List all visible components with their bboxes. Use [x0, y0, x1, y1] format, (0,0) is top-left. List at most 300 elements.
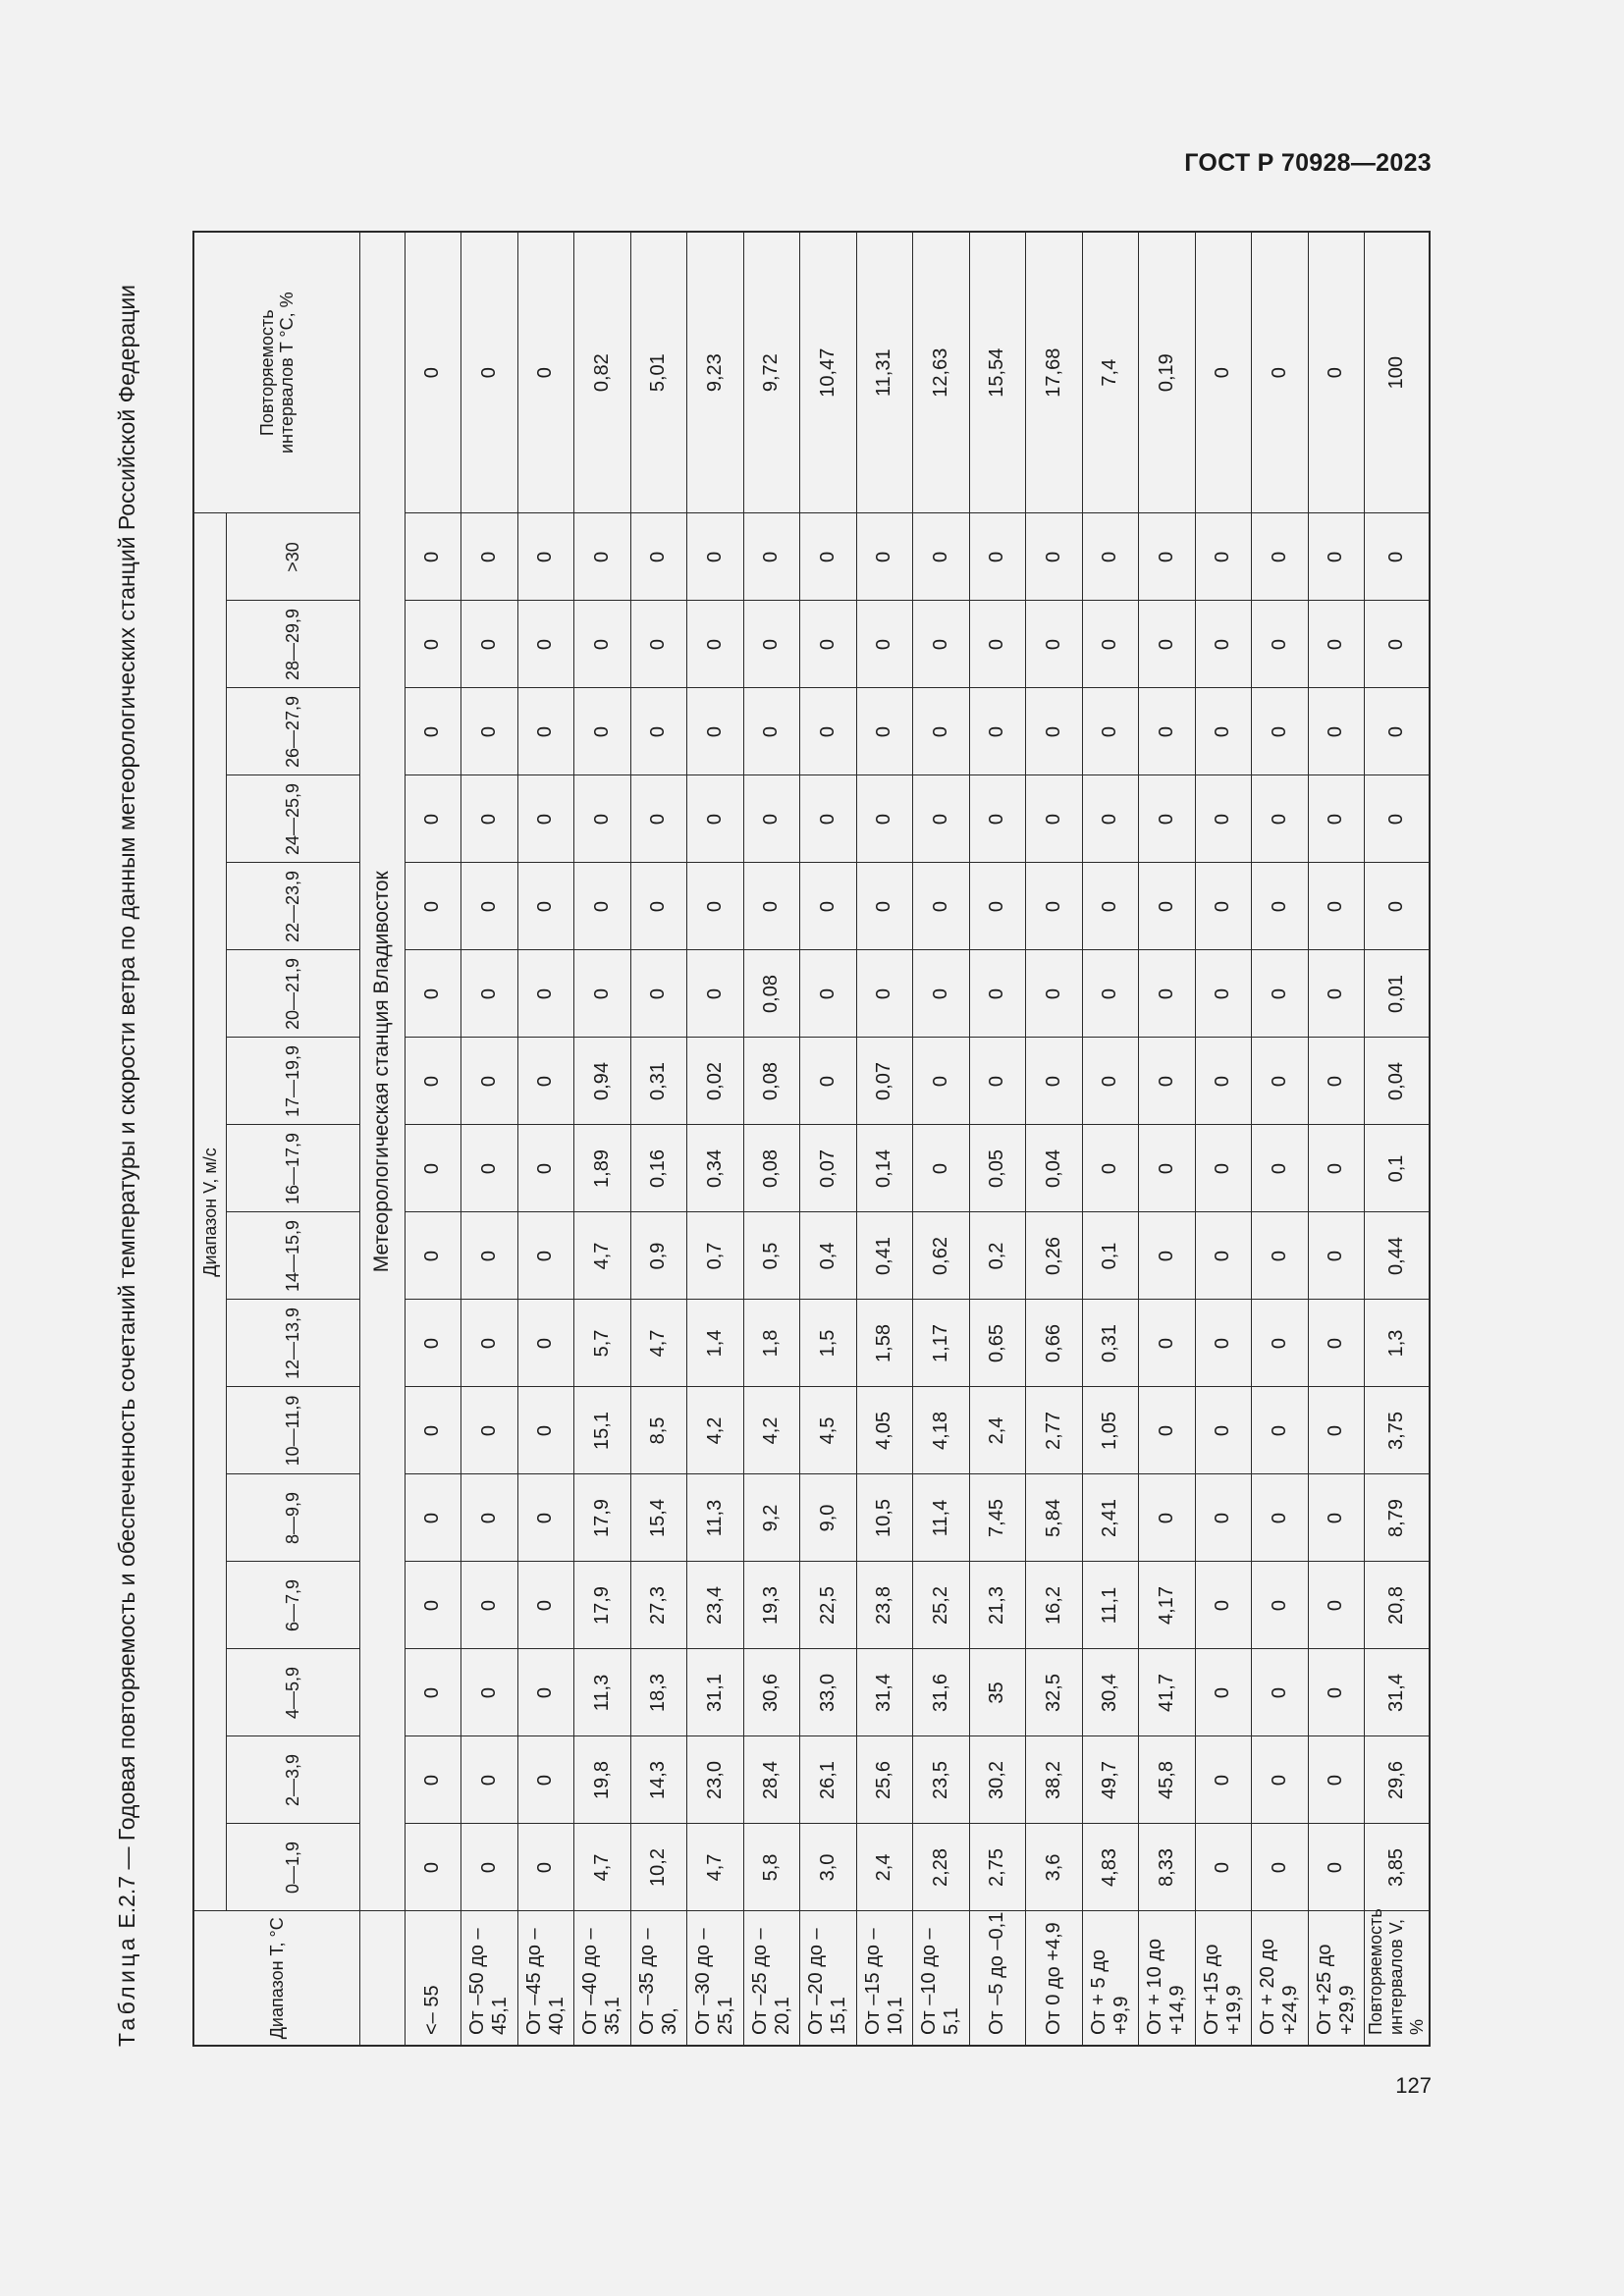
value-cell: 0 — [1252, 688, 1309, 775]
value-cell: 3,85 — [1365, 1824, 1430, 1911]
total-row — [1365, 232, 1430, 2046]
value-cell: 0,7 — [687, 1212, 744, 1300]
value-cell: 0,04 — [1365, 1038, 1430, 1125]
value-cell: 19,3 — [743, 1562, 800, 1649]
value-cell: 0 — [1252, 1300, 1309, 1387]
repeatability-cell: 0 — [405, 232, 461, 513]
value-cell: 0 — [687, 601, 744, 688]
value-cell: 0 — [405, 775, 461, 863]
value-cell: 10,2 — [630, 1824, 687, 1911]
value-cell: 0 — [461, 1824, 518, 1911]
value-cell: 11,3 — [687, 1474, 744, 1562]
repeatability-cell: 7,4 — [1082, 232, 1139, 513]
station-left-cell — [359, 1911, 405, 2046]
table-row — [856, 232, 913, 2046]
value-cell: 0,2 — [969, 1212, 1026, 1300]
value-cell: 30,4 — [1082, 1649, 1139, 1736]
value-cell: 0,26 — [1026, 1212, 1083, 1300]
table-row — [687, 232, 744, 2046]
row-label: От –5 до –0,1 — [969, 1911, 1026, 2046]
v-range-header: 12—13,9 — [226, 1300, 359, 1387]
value-cell: 25,6 — [856, 1736, 913, 1824]
value-cell: 4,2 — [743, 1387, 800, 1474]
repeatability-cell: 11,31 — [856, 232, 913, 513]
value-cell: 0 — [687, 775, 744, 863]
table-row — [574, 232, 631, 2046]
value-cell: 0 — [1308, 1212, 1365, 1300]
value-cell: 0 — [1365, 688, 1430, 775]
table-row — [969, 232, 1026, 2046]
value-cell: 0 — [1252, 1474, 1309, 1562]
value-cell: 0 — [461, 1736, 518, 1824]
value-cell: 0 — [1252, 513, 1309, 601]
v-range-header: 26—27,9 — [226, 688, 359, 775]
value-cell: 23,4 — [687, 1562, 744, 1649]
value-cell: 4,2 — [687, 1387, 744, 1474]
value-cell: 8,5 — [630, 1387, 687, 1474]
table-row — [800, 232, 857, 2046]
value-cell: 0 — [630, 950, 687, 1038]
value-cell: 0 — [1308, 1038, 1365, 1125]
value-cell: 0 — [405, 1649, 461, 1736]
value-cell: 2,77 — [1026, 1387, 1083, 1474]
value-cell: 0 — [1082, 1038, 1139, 1125]
value-cell: 0 — [517, 950, 574, 1038]
value-cell: 11,3 — [574, 1649, 631, 1736]
page-number: 127 — [1395, 2073, 1432, 2098]
value-cell: 11,4 — [913, 1474, 970, 1562]
value-cell: 0 — [517, 1212, 574, 1300]
value-cell: 0 — [405, 513, 461, 601]
value-cell: 0,31 — [1082, 1300, 1139, 1387]
value-cell: 0 — [1308, 1387, 1365, 1474]
value-cell: 0 — [1026, 950, 1083, 1038]
table-row — [405, 232, 461, 2046]
value-cell: 0 — [1139, 1474, 1196, 1562]
value-cell: 0 — [687, 688, 744, 775]
table-row — [461, 232, 518, 2046]
value-cell: 0 — [1308, 1562, 1365, 1649]
v-range-header: 16—17,9 — [226, 1125, 359, 1212]
value-cell: 0 — [1308, 1824, 1365, 1911]
value-cell: 0,05 — [969, 1125, 1026, 1212]
value-cell: 0,08 — [743, 1125, 800, 1212]
repeatability-cell: 0 — [1252, 232, 1309, 513]
value-cell: 38,2 — [1026, 1736, 1083, 1824]
value-cell: 0 — [461, 950, 518, 1038]
col-header-v-group: Диапазон V, м/с — [193, 513, 226, 1911]
caption-text: Е.2.7 — Годовая повторяемость и обеспеченность сочетаний температуры и скорости ветра по данным метеорологических станций Российской Федерации — [114, 284, 139, 1936]
value-cell: 5,7 — [574, 1300, 631, 1387]
value-cell: 0 — [1082, 775, 1139, 863]
value-cell: 0 — [1308, 688, 1365, 775]
table-row — [1139, 232, 1196, 2046]
value-cell: 3,75 — [1365, 1387, 1430, 1474]
value-cell: 0 — [1195, 1649, 1252, 1736]
value-cell: 0 — [1252, 1125, 1309, 1212]
value-cell: 0 — [913, 775, 970, 863]
value-cell: 11,1 — [1082, 1562, 1139, 1649]
caption-lead: Таблица — [114, 1935, 139, 2047]
value-cell: 0 — [517, 1038, 574, 1125]
repeatability-cell: 0 — [1195, 232, 1252, 513]
value-cell: 0 — [405, 1212, 461, 1300]
value-cell: 0 — [1308, 1649, 1365, 1736]
table-row — [1308, 232, 1365, 2046]
value-cell: 0 — [1082, 1125, 1139, 1212]
row-label: От –40 до –35,1 — [574, 1911, 631, 2046]
value-cell: 0 — [1252, 601, 1309, 688]
value-cell: 31,6 — [913, 1649, 970, 1736]
value-cell: 17,9 — [574, 1562, 631, 1649]
document-code: ГОСТ Р 70928—2023 — [1184, 149, 1432, 177]
v-range-header: 0—1,9 — [226, 1824, 359, 1911]
value-cell: 0 — [1139, 1300, 1196, 1387]
value-cell: 0,4 — [800, 1212, 857, 1300]
row-label: От –10 до –5,1 — [913, 1911, 970, 2046]
value-cell: 1,05 — [1082, 1387, 1139, 1474]
value-cell: 32,5 — [1026, 1649, 1083, 1736]
value-cell: 0 — [969, 513, 1026, 601]
v-range-header: 14—15,9 — [226, 1212, 359, 1300]
value-cell: 0 — [1252, 1649, 1309, 1736]
repeatability-cell: 17,68 — [1026, 232, 1083, 513]
value-cell: 15,4 — [630, 1474, 687, 1562]
value-cell: 0 — [405, 1038, 461, 1125]
value-cell: 0 — [1082, 601, 1139, 688]
value-cell: 0 — [517, 1562, 574, 1649]
value-cell: 0 — [461, 775, 518, 863]
value-cell: 0 — [1139, 513, 1196, 601]
value-cell: 0 — [1082, 950, 1139, 1038]
value-cell: 25,2 — [913, 1562, 970, 1649]
value-cell: 0 — [856, 688, 913, 775]
value-cell: 0 — [1026, 513, 1083, 601]
value-cell: 0 — [1139, 1212, 1196, 1300]
value-cell: 28,4 — [743, 1736, 800, 1824]
value-cell: 0 — [969, 775, 1026, 863]
value-cell: 0 — [1308, 1300, 1365, 1387]
value-cell: 1,89 — [574, 1125, 631, 1212]
value-cell: 0 — [461, 688, 518, 775]
value-cell: 0 — [1139, 863, 1196, 950]
repeatability-cell: 0 — [461, 232, 518, 513]
value-cell: 27,3 — [630, 1562, 687, 1649]
value-cell: 17,9 — [574, 1474, 631, 1562]
value-cell: 4,83 — [1082, 1824, 1139, 1911]
v-range-header: 10—11,9 — [226, 1387, 359, 1474]
value-cell: 0 — [405, 601, 461, 688]
value-cell: 0 — [687, 950, 744, 1038]
table-body — [359, 232, 1430, 2046]
value-cell: 18,3 — [630, 1649, 687, 1736]
value-cell: 0 — [1026, 863, 1083, 950]
value-cell: 1,3 — [1365, 1300, 1430, 1387]
row-label: От 0 до +4,9 — [1026, 1911, 1083, 2046]
value-cell: 0,07 — [856, 1038, 913, 1125]
value-cell: 0 — [1195, 601, 1252, 688]
value-cell: 0 — [405, 1474, 461, 1562]
v-range-header: 20—21,9 — [226, 950, 359, 1038]
value-cell: 8,79 — [1365, 1474, 1430, 1562]
v-range-header: 28—29,9 — [226, 601, 359, 688]
value-cell: 0 — [517, 1736, 574, 1824]
row-label: От –45 до –40,1 — [517, 1911, 574, 2046]
value-cell: 0 — [969, 601, 1026, 688]
value-cell: 0 — [574, 775, 631, 863]
value-cell: 0 — [574, 863, 631, 950]
value-cell: 0 — [517, 1649, 574, 1736]
value-cell: 0,44 — [1365, 1212, 1430, 1300]
value-cell: 0 — [461, 1038, 518, 1125]
repeatability-cell: 0,82 — [574, 232, 631, 513]
value-cell: 0 — [913, 688, 970, 775]
table-row — [1082, 232, 1139, 2046]
repeatability-cell: 0 — [517, 232, 574, 513]
value-cell: 30,6 — [743, 1649, 800, 1736]
value-cell: 0 — [1195, 1562, 1252, 1649]
value-cell: 0 — [743, 775, 800, 863]
value-cell: 0 — [1139, 1387, 1196, 1474]
value-cell: 2,4 — [856, 1824, 913, 1911]
value-cell: 0,41 — [856, 1212, 913, 1300]
row-label: От +15 до +19,9 — [1195, 1911, 1252, 2046]
value-cell: 0 — [461, 863, 518, 950]
rotated-table-block — [108, 221, 1429, 2047]
value-cell: 0 — [517, 1474, 574, 1562]
value-cell: 0,08 — [743, 950, 800, 1038]
value-cell: 0 — [461, 1212, 518, 1300]
value-cell: 0 — [630, 775, 687, 863]
table-row — [1026, 232, 1083, 2046]
repeatability-cell: 10,47 — [800, 232, 857, 513]
value-cell: 2,75 — [969, 1824, 1026, 1911]
value-cell: 0 — [687, 863, 744, 950]
value-cell: 1,8 — [743, 1300, 800, 1387]
value-cell: 0 — [1026, 688, 1083, 775]
row-label: От + 10 до +14,9 — [1139, 1911, 1196, 2046]
repeatability-cell: 9,72 — [743, 232, 800, 513]
table-row — [630, 232, 687, 2046]
v-range-header: 8—9,9 — [226, 1474, 359, 1562]
value-cell: 0 — [405, 950, 461, 1038]
value-cell: 3,0 — [800, 1824, 857, 1911]
v-range-header: >30 — [226, 513, 359, 601]
v-range-header: 17—19,9 — [226, 1038, 359, 1125]
value-cell: 4,05 — [856, 1387, 913, 1474]
value-cell: 0 — [461, 1125, 518, 1212]
value-cell: 0 — [461, 1649, 518, 1736]
value-cell: 0 — [1365, 513, 1430, 601]
value-cell: 0 — [517, 863, 574, 950]
value-cell: 16,2 — [1026, 1562, 1083, 1649]
value-cell: 0 — [1308, 950, 1365, 1038]
value-cell: 0 — [913, 1038, 970, 1125]
value-cell: 4,7 — [630, 1300, 687, 1387]
value-cell: 0 — [574, 601, 631, 688]
table-caption — [108, 221, 145, 2047]
value-cell: 0 — [1252, 1038, 1309, 1125]
value-cell: 2,4 — [969, 1387, 1026, 1474]
value-cell: 0,14 — [856, 1125, 913, 1212]
value-cell: 0 — [1308, 1474, 1365, 1562]
value-cell: 0 — [969, 1038, 1026, 1125]
value-cell: 15,1 — [574, 1387, 631, 1474]
value-cell: 23,8 — [856, 1562, 913, 1649]
value-cell: 49,7 — [1082, 1736, 1139, 1824]
value-cell: 0,1 — [1082, 1212, 1139, 1300]
value-cell: 0 — [1252, 863, 1309, 950]
value-cell: 0 — [1308, 513, 1365, 601]
value-cell: 0 — [574, 950, 631, 1038]
repeatability-cell: 15,54 — [969, 232, 1026, 513]
value-cell: 26,1 — [800, 1736, 857, 1824]
value-cell: 4,17 — [1139, 1562, 1196, 1649]
value-cell: 0 — [461, 601, 518, 688]
value-cell: 0 — [1252, 1387, 1309, 1474]
value-cell: 0 — [1195, 950, 1252, 1038]
value-cell: 0 — [743, 601, 800, 688]
value-cell: 1,58 — [856, 1300, 913, 1387]
value-cell: 0 — [1252, 1824, 1309, 1911]
value-cell: 0,04 — [1026, 1125, 1083, 1212]
v-range-header: 22—23,9 — [226, 863, 359, 950]
value-cell: 0 — [969, 950, 1026, 1038]
value-cell: 0 — [461, 1562, 518, 1649]
value-cell: 0,01 — [1365, 950, 1430, 1038]
value-cell: 0 — [800, 950, 857, 1038]
value-cell: 0 — [913, 513, 970, 601]
value-cell: 0 — [743, 863, 800, 950]
value-cell: 0 — [856, 775, 913, 863]
value-cell: 31,1 — [687, 1649, 744, 1736]
value-cell: 21,3 — [969, 1562, 1026, 1649]
value-cell: 0 — [1139, 950, 1196, 1038]
value-cell: 0 — [1252, 1736, 1309, 1824]
value-cell: 0,08 — [743, 1038, 800, 1125]
row-label: От + 5 до +9,9 — [1082, 1911, 1139, 2046]
value-cell: 0 — [574, 688, 631, 775]
row-label: <– 55 — [405, 1911, 461, 2046]
value-cell: 0 — [461, 1300, 518, 1387]
value-cell: 0 — [630, 688, 687, 775]
value-cell: 3,6 — [1026, 1824, 1083, 1911]
value-cell: 4,7 — [574, 1212, 631, 1300]
value-cell: 4,5 — [800, 1387, 857, 1474]
value-cell: 0 — [800, 775, 857, 863]
value-cell: 0 — [969, 688, 1026, 775]
row-label: От –15 до –10,1 — [856, 1911, 913, 2046]
value-cell: 0 — [1195, 1125, 1252, 1212]
value-cell: 0 — [1308, 775, 1365, 863]
value-cell: 0,5 — [743, 1212, 800, 1300]
value-cell: 0 — [405, 1387, 461, 1474]
value-cell: 0 — [405, 1736, 461, 1824]
value-cell: 0 — [405, 688, 461, 775]
value-cell: 0 — [1026, 1038, 1083, 1125]
value-cell: 4,18 — [913, 1387, 970, 1474]
col-header-t: Диапазон T, °C — [193, 1911, 359, 2046]
value-cell: 0 — [1026, 601, 1083, 688]
value-cell: 0 — [517, 775, 574, 863]
value-cell: 0 — [913, 1125, 970, 1212]
value-cell: 0,31 — [630, 1038, 687, 1125]
repeatability-cell: 12,63 — [913, 232, 970, 513]
value-cell: 0 — [1195, 1300, 1252, 1387]
value-cell: 0 — [913, 950, 970, 1038]
value-cell: 0 — [800, 601, 857, 688]
value-cell: 0,02 — [687, 1038, 744, 1125]
value-cell: 0 — [1195, 1038, 1252, 1125]
value-cell: 0 — [800, 688, 857, 775]
value-cell: 0 — [969, 863, 1026, 950]
value-cell: 0 — [1195, 688, 1252, 775]
value-cell: 0 — [405, 863, 461, 950]
value-cell: 0 — [1195, 1736, 1252, 1824]
value-cell: 0 — [1365, 775, 1430, 863]
value-cell: 23,5 — [913, 1736, 970, 1824]
value-cell: 0 — [1139, 601, 1196, 688]
value-cell: 0 — [517, 1387, 574, 1474]
value-cell: 0,94 — [574, 1038, 631, 1125]
value-cell: 0 — [743, 513, 800, 601]
value-cell: 19,8 — [574, 1736, 631, 1824]
value-cell: 0,07 — [800, 1125, 857, 1212]
row-label: От –35 до –30, — [630, 1911, 687, 2046]
row-label: Повторяемость интервалов V, % — [1365, 1911, 1430, 2046]
value-cell: 0,34 — [687, 1125, 744, 1212]
v-range-header: 2—3,9 — [226, 1736, 359, 1824]
value-cell: 31,4 — [1365, 1649, 1430, 1736]
value-cell: 0 — [630, 601, 687, 688]
value-cell: 31,4 — [856, 1649, 913, 1736]
value-cell: 0 — [743, 688, 800, 775]
value-cell: 0 — [856, 863, 913, 950]
value-cell: 0 — [913, 601, 970, 688]
v-range-header: 24—25,9 — [226, 775, 359, 863]
value-cell: 0 — [461, 1387, 518, 1474]
value-cell: 0 — [630, 513, 687, 601]
value-cell: 5,84 — [1026, 1474, 1083, 1562]
repeatability-cell: 0,19 — [1139, 232, 1196, 513]
value-cell: 33,0 — [800, 1649, 857, 1736]
value-cell: 0 — [1195, 1387, 1252, 1474]
value-cell: 0 — [461, 1474, 518, 1562]
value-cell: 0 — [1252, 775, 1309, 863]
value-cell: 0 — [1082, 513, 1139, 601]
value-cell: 0 — [913, 863, 970, 950]
value-cell: 0 — [517, 1824, 574, 1911]
value-cell: 0 — [1365, 601, 1430, 688]
repeatability-cell: 9,23 — [687, 232, 744, 513]
value-cell: 0 — [1308, 1736, 1365, 1824]
row-label: От –20 до –15,1 — [800, 1911, 857, 2046]
value-cell: 0 — [856, 513, 913, 601]
value-cell: 4,7 — [574, 1824, 631, 1911]
row-label: От +25 до +29,9 — [1308, 1911, 1365, 2046]
repeatability-cell: 5,01 — [630, 232, 687, 513]
value-cell: 10,5 — [856, 1474, 913, 1562]
value-cell: 0 — [1139, 1125, 1196, 1212]
value-cell: 5,8 — [743, 1824, 800, 1911]
table-row — [1252, 232, 1309, 2046]
value-cell: 1,17 — [913, 1300, 970, 1387]
value-cell: 0 — [1195, 863, 1252, 950]
value-cell: 0 — [517, 513, 574, 601]
value-cell: 14,3 — [630, 1736, 687, 1824]
row-label: От + 20 до +24,9 — [1252, 1911, 1309, 2046]
row-label: От –50 до –45,1 — [461, 1911, 518, 2046]
